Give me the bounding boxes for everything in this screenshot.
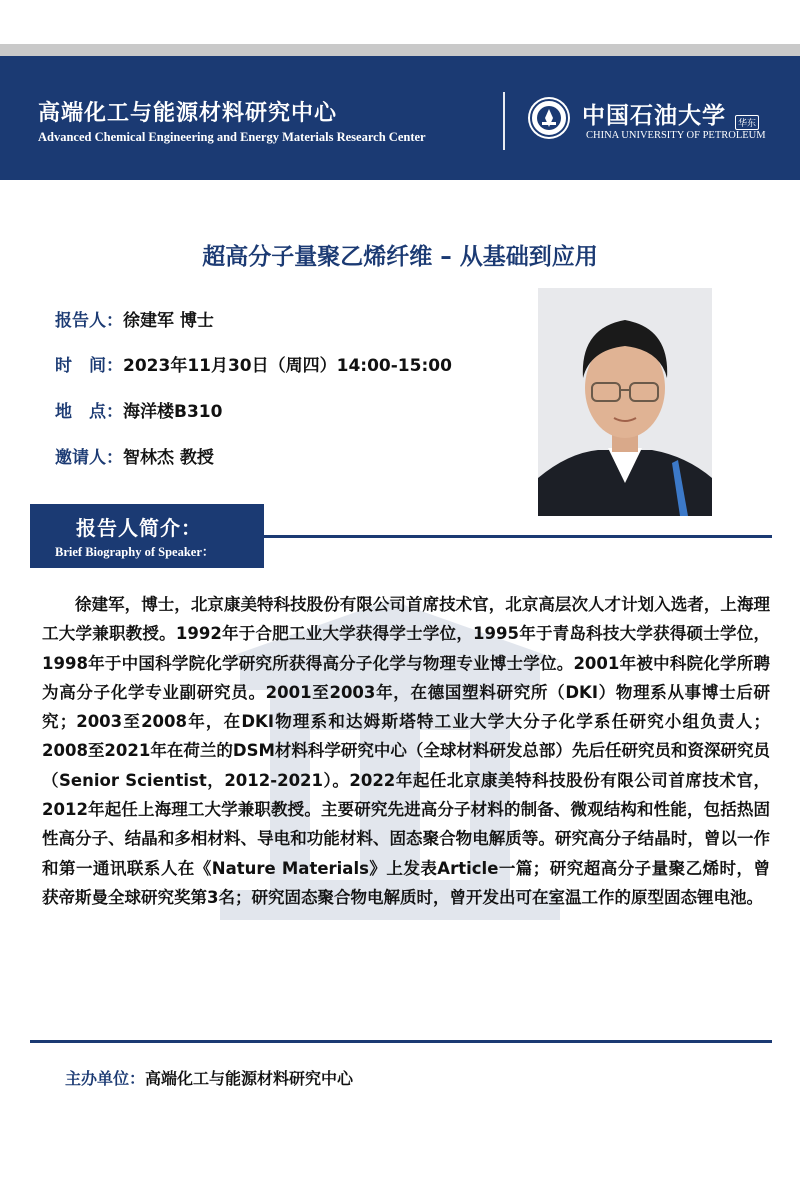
top-gray-stripe [0, 44, 800, 56]
time-label: 时 间： [55, 356, 123, 376]
place-value: 海洋楼B310 [123, 402, 223, 422]
lecture-title: 超高分子量聚乙烯纤维 – 从基础到应用 [202, 244, 598, 270]
speaker-label: 报告人： [55, 311, 123, 331]
inviter-row [55, 443, 214, 468]
university-name-en: CHINA UNIVERSITY OF PETROLEUM [586, 130, 766, 141]
organizer-value: 高端化工与能源材料研究中心 [145, 1069, 354, 1088]
organizer-row [65, 1066, 353, 1089]
speaker-value: 徐建军 博士 [123, 311, 214, 331]
inviter-value: 智林杰 教授 [123, 448, 214, 468]
speaker-photo [538, 288, 712, 516]
time-row [55, 351, 452, 376]
bio-heading-rule [264, 535, 772, 538]
place-label: 地 点： [55, 402, 123, 422]
bottom-rule [30, 1040, 772, 1043]
organizer-label: 主办单位： [65, 1069, 146, 1088]
university-campus-badge: 华东 [735, 115, 759, 130]
header-divider [503, 92, 505, 150]
inviter-label: 邀请人： [55, 448, 123, 468]
speaker-portrait-icon [538, 288, 712, 516]
time-value: 2023年11月30日（周四）14:00-15:00 [123, 356, 452, 376]
university-emblem-icon [527, 96, 571, 140]
bio-heading-en: Brief Biography of Speaker： [55, 545, 215, 559]
bio-heading-cn: 报告人简介： [76, 516, 202, 540]
center-name-en: Advanced Chemical Engineering and Energy Materials Research Center [38, 130, 426, 144]
speaker-row [55, 306, 214, 331]
bio-paragraph: 徐建军，博士，北京康美特科技股份有限公司首席技术官，北京高层次人才计划入选者，上海理工大学兼职教授。1992年于合肥工业大学获得学士学位，1995年于青岛科技大学获得硕士学位，1998年于中国科学院化学研究所获得高分子化学与物理专业博士学位。2001年被中科院化学所聘为高分子化学专业副研究员。2001至2003年，在德国塑料研究所（DKI）物理系从事博士后研究；2003至2008年，在DKI物理系和达姆斯塔特工业大学大分子化学系任研究小组负责人；2008至2021年在荷兰的DSM材料科学研究中心（全球材料研发总部）先后任研究员和资深研究员（Senior Scientist，2012-2021）。2022年起任北京康美特科技股份有限公司首席技术官，2012年起任上海理工大学兼职教授。主要研究先进高分子材料的制备、微观结构和性能，包括热固性高分子、结晶和多相材料、导电和功能材料、固态聚合物电解质等。研究高分子结晶时，曾以一作和第一通讯联系人在《Nature Materials》上发表Article一篇；研究超高分子量聚乙烯时，曾获帝斯曼全球研究奖第3名；研究固态聚合物电解质时，曾开发出可在室温工作的原型固态锂电池。 [42, 595, 770, 907]
place-row [55, 397, 222, 422]
center-name-cn: 高端化工与能源材料研究中心 [38, 101, 338, 126]
university-name-cn: 中国石油大学 [582, 102, 726, 129]
